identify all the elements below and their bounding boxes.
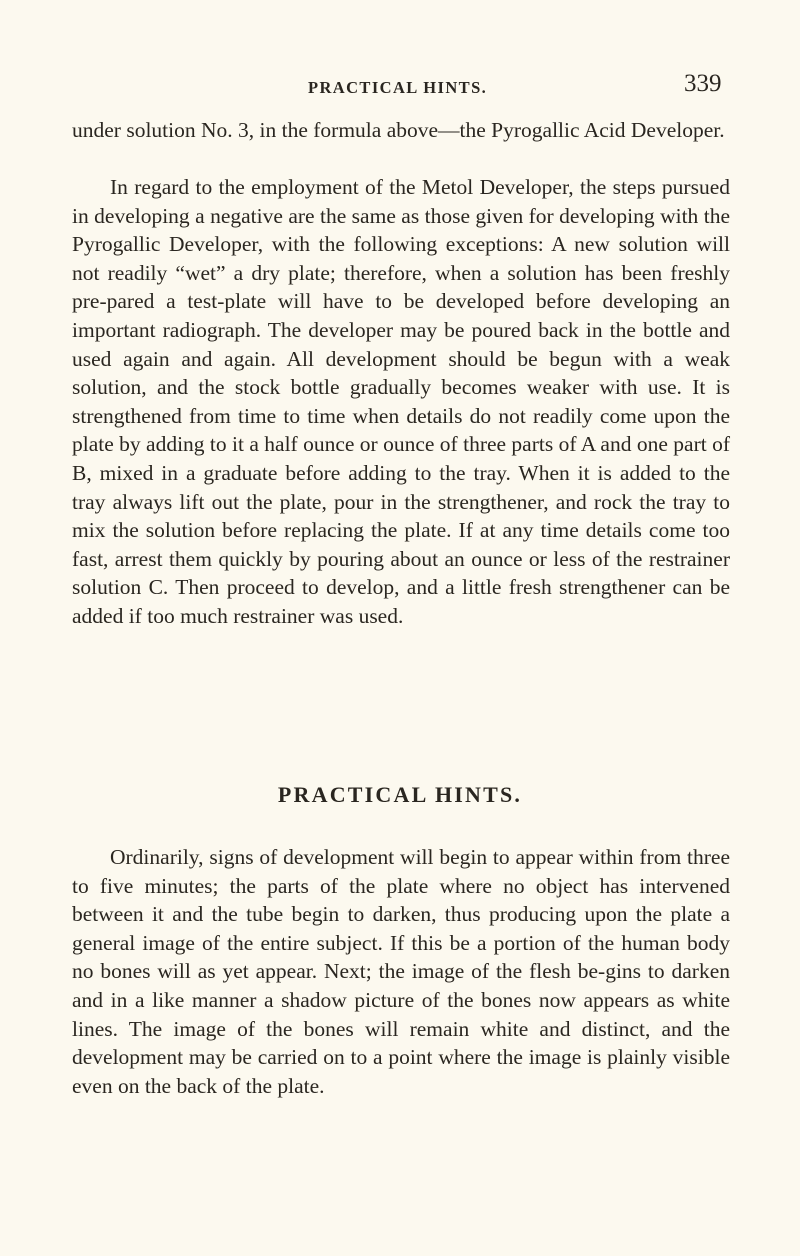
- paragraph-1: under solution No. 3, in the formula above—the Pyrogallic Acid Developer.: [72, 118, 725, 142]
- running-title: PRACTICAL HINTS.: [308, 78, 488, 97]
- section-heading: PRACTICAL HINTS.: [277, 782, 523, 807]
- paragraph-3: Ordinarily, signs of development will begin to appear within from three to five minutes; the parts of the plate where no object has intervened between it and the tube begin to darken, thus producing upon the plate a general image of the entire subject. If this be a portion of the human body no bones will as yet appear. Next; the image of the flesh be-gins to darken and in a like manner a shadow picture of the bones now appears as white lines. The image of the bones will remain white and distinct, and the development may be carried on to a point where the image is plainly visible even on the back of the plate.: [72, 845, 730, 1098]
- running-head: [0, 64, 800, 104]
- paragraph-2: In regard to the employment of the Metol Developer, the steps pursued in developing a negative are the same as those given for developing with the Pyrogallic Developer, with the following exceptions: A new solution will not readily “wet” a dry plate; therefore, when a solution has been freshly pre-pared a test-plate will have to be developed before developing an important radiograph. The developer may be poured back in the bottle and used again and again. All development should be begun with a weak solution, and the stock bottle gradually becomes weaker with use. It is strengthened from time to time when details do not readily come upon the plate by adding to it a half ounce or ounce of three parts of A and one part of B, mixed in a graduate before adding to the tray. When it is added to the tray always lift out the plate, pour in the strengthener, and rock the tray to mix the solution before replacing the plate. If at any time details come too fast, arrest them quickly by pouring about an ounce or less of the restrainer solution C. Then proceed to develop, and a little fresh strengthener can be added if too much restrainer was used.: [72, 175, 730, 628]
- page-number: 339: [684, 70, 722, 97]
